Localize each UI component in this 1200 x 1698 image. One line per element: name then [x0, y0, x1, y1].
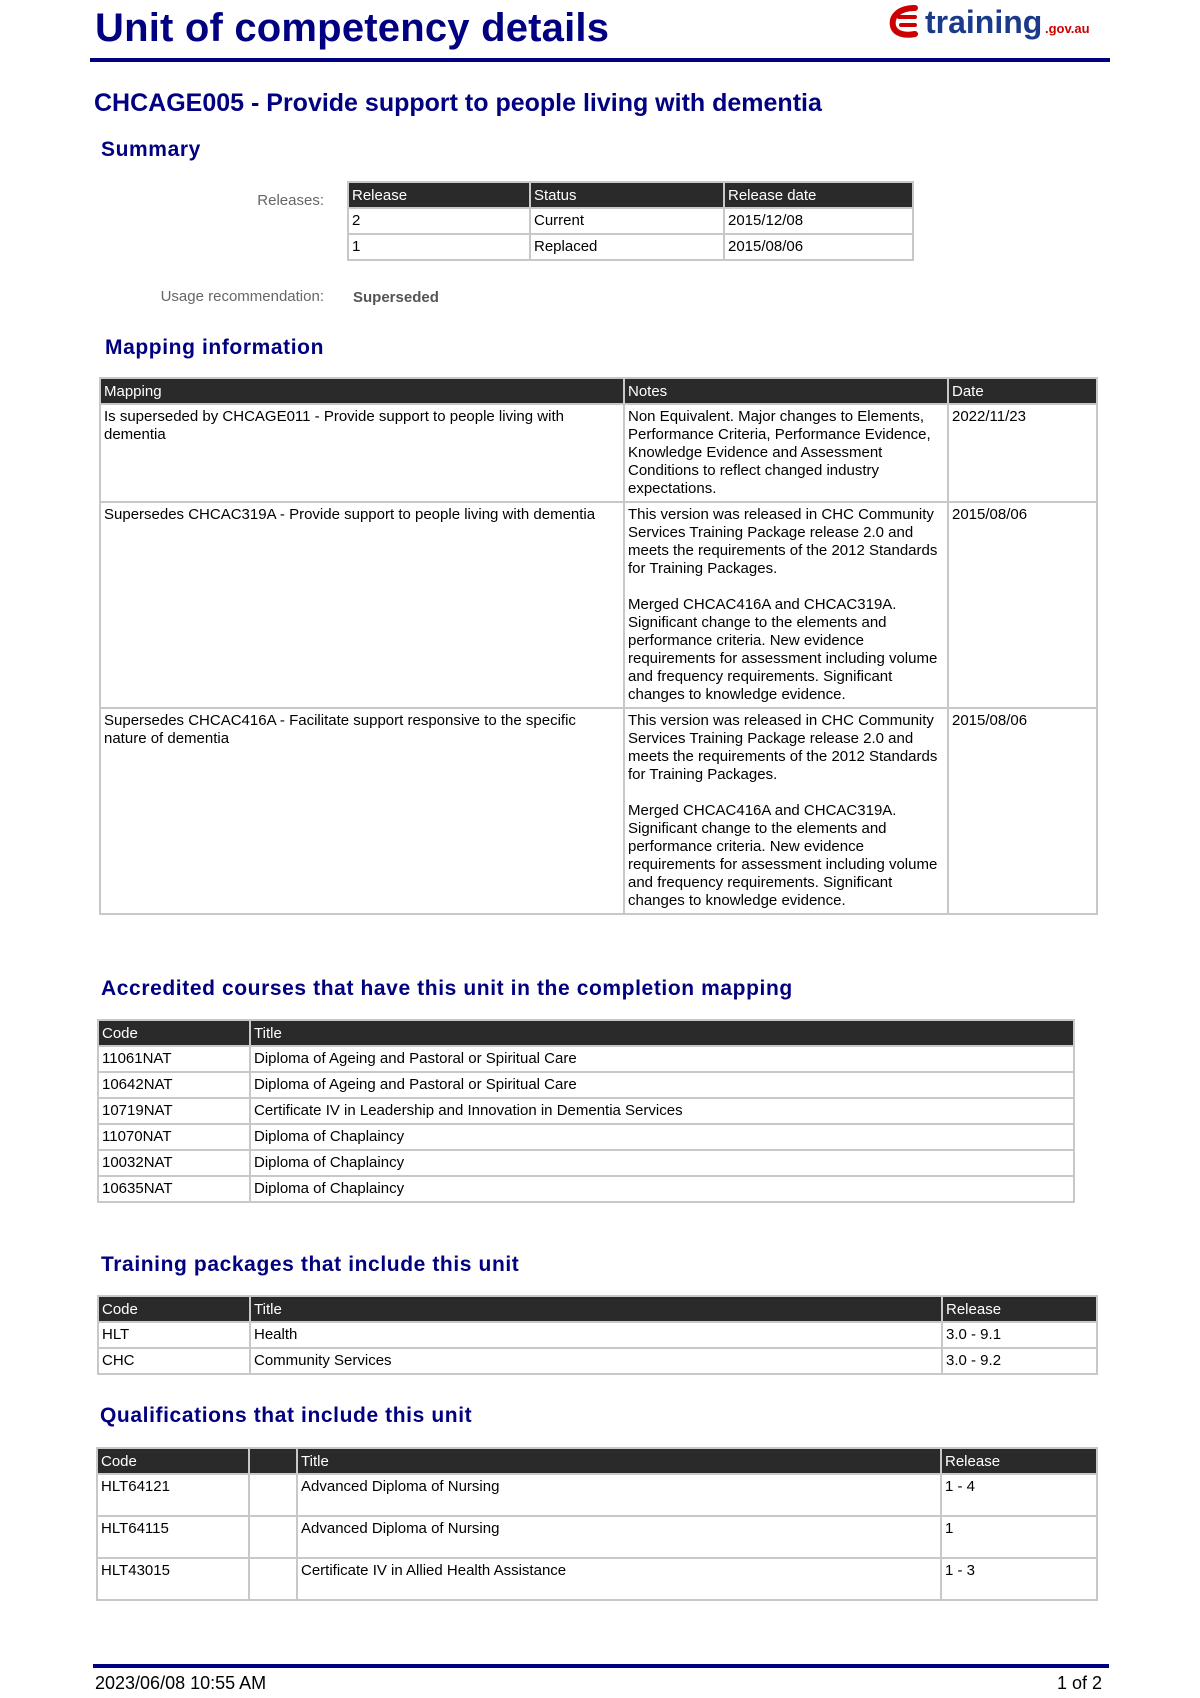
table-header-row — [99, 1021, 1073, 1045]
header-rule — [90, 58, 1110, 62]
column-header: Code — [99, 1021, 249, 1045]
date-cell: 2022/11/23 — [949, 405, 1096, 501]
notes-cell: This version was released in CHC Community Services Training Package release 2.0 and meets the requirements of the 2012 Standards for Training Packages. Merged CHCAC416A and CHCAC319A. Significant change to the elements and performance criteria. New evidence requirements for assessment including volume and frequency requirements. Significant changes to knowledge evidence. — [625, 503, 947, 707]
table-header-row — [99, 1297, 1096, 1321]
empty-cell — [250, 1559, 296, 1599]
table-row — [101, 405, 1096, 501]
qualification-release: 1 - 4 — [942, 1475, 1096, 1515]
summary-heading: Summary — [101, 138, 201, 161]
table-row — [99, 1047, 1073, 1071]
usage-recommendation-label: Usage recommendation: — [160, 288, 324, 305]
training-gov-logo — [885, 2, 1095, 46]
table-row — [99, 1323, 1096, 1347]
course-title: Diploma of Chaplaincy — [251, 1151, 1073, 1175]
releases-table — [347, 181, 914, 261]
package-code: CHC — [99, 1349, 249, 1373]
page-number: 1 of 2 — [1056, 1673, 1102, 1693]
column-header: Code — [98, 1449, 248, 1473]
column-header: Release — [349, 183, 529, 207]
course-code: 10635NAT — [99, 1177, 249, 1201]
empty-cell — [250, 1517, 296, 1557]
column-header: Release date — [725, 183, 912, 207]
qualification-code: HLT64121 — [98, 1475, 248, 1515]
training-packages-heading: Training packages that include this unit — [101, 1253, 520, 1276]
footer-rule — [93, 1664, 1109, 1668]
mapping-cell: Is superseded by CHCAGE011 - Provide support to people living with dementia — [101, 405, 623, 501]
table-row — [99, 1125, 1073, 1149]
column-header: Mapping — [101, 379, 623, 403]
release-date: 2015/12/08 — [725, 209, 912, 233]
notes-cell: Non Equivalent. Major changes to Elements, Performance Criteria, Performance Evidence, Knowledge Evidence and Assessment Conditions to reflect changed industry expectations. — [625, 405, 947, 501]
qualifications-table — [96, 1447, 1098, 1601]
column-header: Release — [943, 1297, 1096, 1321]
unit-title: CHCAGE005 - Provide support to people living with dementia — [94, 89, 822, 117]
date-cell: 2015/08/06 — [949, 709, 1096, 913]
course-code: 10642NAT — [99, 1073, 249, 1097]
qualification-title: Advanced Diploma of Nursing — [298, 1475, 940, 1515]
qualification-title: Advanced Diploma of Nursing — [298, 1517, 940, 1557]
mapping-cell: Supersedes CHCAC319A - Provide support to people living with dementia — [101, 503, 623, 707]
table-row — [349, 235, 912, 259]
table-row — [99, 1073, 1073, 1097]
table-row — [101, 709, 1096, 913]
qualification-release: 1 — [942, 1517, 1096, 1557]
course-code: 11061NAT — [99, 1047, 249, 1071]
table-row — [98, 1559, 1096, 1599]
package-code: HLT — [99, 1323, 249, 1347]
column-header: Notes — [625, 379, 947, 403]
column-header: Title — [251, 1297, 941, 1321]
column-header: Date — [949, 379, 1096, 403]
qualification-title: Certificate IV in Allied Health Assistance — [298, 1559, 940, 1599]
package-release: 3.0 - 9.2 — [943, 1349, 1096, 1373]
training-packages-table — [97, 1295, 1098, 1375]
table-row — [98, 1475, 1096, 1515]
table-row — [349, 209, 912, 233]
table-header-row — [101, 379, 1096, 403]
table-header-row — [349, 183, 912, 207]
course-code: 11070NAT — [99, 1125, 249, 1149]
course-title: Diploma of Ageing and Pastoral or Spiritual Care — [251, 1047, 1073, 1071]
page-title: Unit of competency details — [95, 6, 610, 50]
table-row — [101, 503, 1096, 707]
release-status: Current — [531, 209, 723, 233]
package-release: 3.0 - 9.1 — [943, 1323, 1096, 1347]
release-date: 2015/08/06 — [725, 235, 912, 259]
release-status: Replaced — [531, 235, 723, 259]
release-number: 2 — [349, 209, 529, 233]
qualification-code: HLT64115 — [98, 1517, 248, 1557]
table-row — [99, 1349, 1096, 1373]
course-title: Certificate IV in Leadership and Innovation in Dementia Services — [251, 1099, 1073, 1123]
notes-cell: This version was released in CHC Community Services Training Package release 2.0 and meets the requirements of the 2012 Standards for Training Packages. Merged CHCAC416A and CHCAC319A. Significant change to the elements and performance criteria. New evidence requirements for assessment including volume and frequency requirements. Significant changes to knowledge evidence. — [625, 709, 947, 913]
mapping-table — [99, 377, 1098, 915]
qualifications-heading: Qualifications that include this unit — [100, 1404, 473, 1427]
release-number: 1 — [349, 235, 529, 259]
column-header: Release — [942, 1449, 1096, 1473]
mapping-cell: Supersedes CHCAC416A - Facilitate support responsive to the specific nature of dementia — [101, 709, 623, 913]
table-row — [99, 1099, 1073, 1123]
column-header: Code — [99, 1297, 249, 1321]
package-title: Community Services — [251, 1349, 941, 1373]
empty-cell — [250, 1475, 296, 1515]
table-row — [99, 1151, 1073, 1175]
table-row — [98, 1517, 1096, 1557]
package-title: Health — [251, 1323, 941, 1347]
course-title: Diploma of Chaplaincy — [251, 1125, 1073, 1149]
mapping-heading: Mapping information — [105, 336, 325, 359]
qualification-code: HLT43015 — [98, 1559, 248, 1599]
column-header — [250, 1449, 296, 1473]
course-title: Diploma of Chaplaincy — [251, 1177, 1073, 1201]
table-header-row — [98, 1449, 1096, 1473]
accredited-courses-table — [97, 1019, 1075, 1203]
accredited-courses-heading: Accredited courses that have this unit in the completion mapping — [101, 977, 793, 1000]
table-row — [99, 1177, 1073, 1201]
course-code: 10719NAT — [99, 1099, 249, 1123]
date-cell: 2015/08/06 — [949, 503, 1096, 707]
releases-label: Releases: — [257, 192, 324, 209]
usage-recommendation-value: Superseded — [353, 289, 439, 306]
logo-wordmark: training — [925, 4, 1043, 40]
column-header: Status — [531, 183, 723, 207]
training-logo-icon — [885, 2, 1095, 46]
logo-suffix: .gov.au — [1045, 21, 1090, 36]
qualification-release: 1 - 3 — [942, 1559, 1096, 1599]
course-code: 10032NAT — [99, 1151, 249, 1175]
footer-timestamp: 2023/06/08 10:55 AM — [95, 1673, 267, 1693]
course-title: Diploma of Ageing and Pastoral or Spiritual Care — [251, 1073, 1073, 1097]
column-header: Title — [251, 1021, 1073, 1045]
column-header: Title — [298, 1449, 940, 1473]
